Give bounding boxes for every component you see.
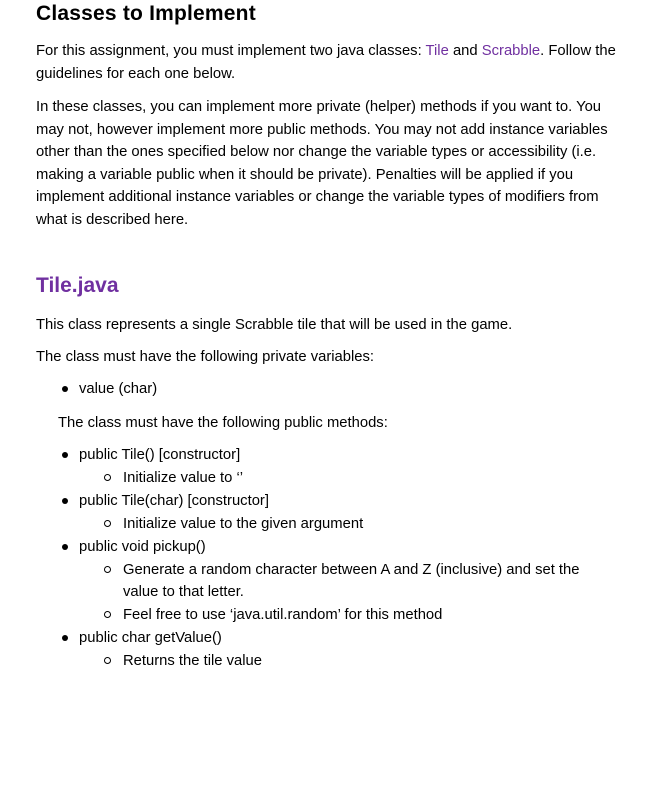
private-var-item: value (char) — [79, 381, 158, 397]
method-signature: public Tile() [constructor] — [79, 447, 241, 463]
sub-bullet-icon — [104, 474, 111, 481]
section-heading: Classes to Implement — [36, 2, 256, 25]
sub-bullet-icon — [104, 611, 111, 618]
bullet-icon — [62, 635, 68, 641]
intro-text-mid: and — [448, 43, 482, 59]
private-vars-intro: The class must have the following private variables: — [36, 349, 375, 365]
method-signature: public char getValue() — [79, 630, 222, 646]
method-detail: Feel free to use ‘java.util.random’ for this method — [123, 607, 443, 623]
bullet-icon — [62, 498, 68, 504]
intro-text-after: . Follow the guidelines for each one below. — [36, 43, 616, 82]
method-detail: Generate a random character between A and Z (inclusive) and set the — [123, 562, 580, 578]
sub-bullet-icon — [104, 566, 111, 573]
sub-bullet-icon — [104, 657, 111, 664]
tile-description: This class represents a single Scrabble tile that will be used in the game. — [36, 317, 513, 333]
public-methods-intro: The class must have the following public methods: — [58, 415, 388, 431]
bullet-icon — [62, 544, 68, 550]
method-signature: public Tile(char) [constructor] — [79, 493, 269, 509]
tile-section-title: Tile.java — [36, 274, 119, 297]
method-detail-continued: value to that letter. — [123, 584, 244, 600]
method-detail: Initialize value to the given argument — [123, 516, 364, 532]
rules-paragraph: In these classes, you can implement more private (helper) methods if you want to. You may not, however implement more public methods. You may not add instance variables other than the ones specified below nor change the variable types or accessibility (i.e. making a variable public when it should be private). Penalties will be applied if you implement additional instance variables or change the variable types of modifiers from what is described here. — [36, 99, 608, 228]
bullet-icon — [62, 452, 68, 458]
sub-bullet-icon — [104, 520, 111, 527]
bullet-icon — [62, 386, 68, 392]
intro-paragraph — [36, 40, 626, 85]
method-detail: Initialize value to ‘’ — [123, 470, 244, 486]
method-detail: Returns the tile value — [123, 653, 263, 669]
class-name-scrabble: Scrabble — [481, 43, 541, 59]
method-signature: public void pickup() — [79, 539, 206, 555]
intro-text-before: For this assignment, you must implement two java classes: — [36, 43, 426, 59]
class-name-tile: Tile — [425, 43, 449, 59]
